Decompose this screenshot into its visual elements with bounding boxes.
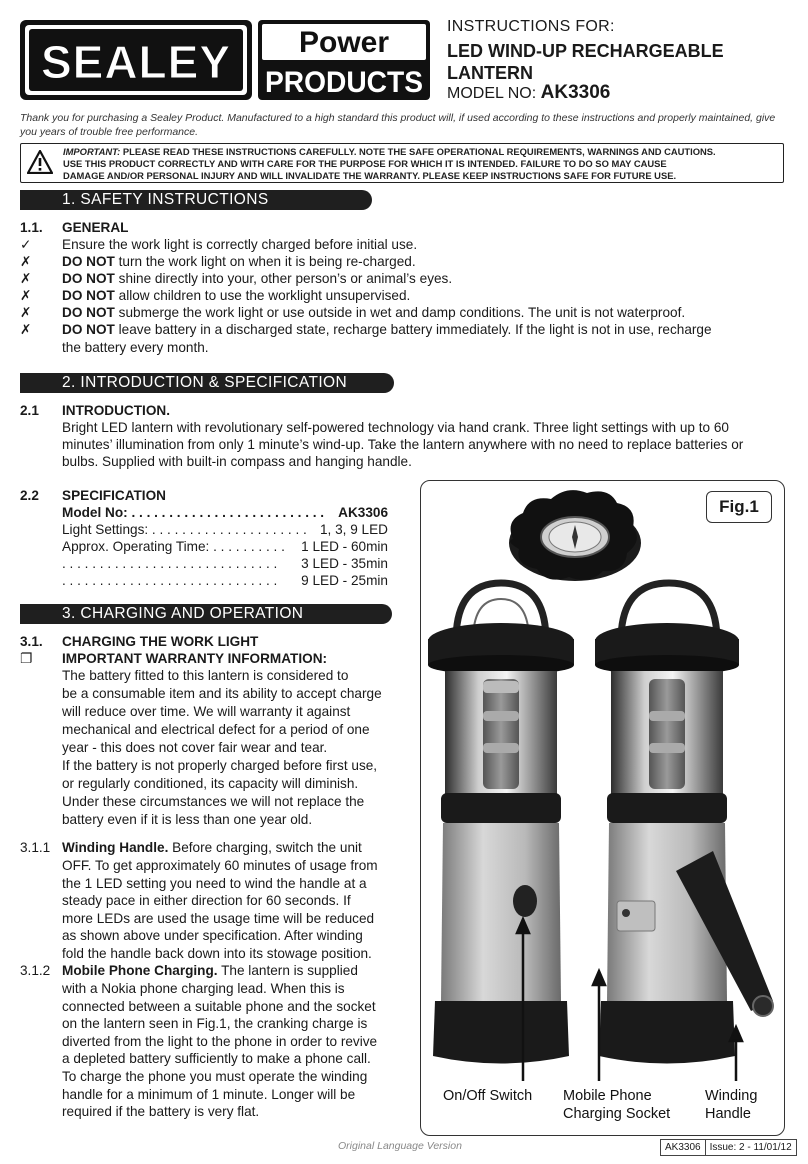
safety-item-mark: ✗ [20, 288, 32, 303]
safety-item-do-not: DO NOT [62, 271, 115, 286]
warning-line3: DAMAGE AND/OR PERSONAL INJURY AND WILL INVALIDATE THE WARRANTY. PLEASE KEEP INSTRUCTIONS SAFE FOR FUTURE USE. [63, 170, 677, 181]
safety-item-text: shine directly into your, other person’s or animal’s eyes. [114, 271, 453, 286]
figure-1-label: Fig.1 [706, 491, 772, 523]
para-3-1-1-number: 3.1.1 [20, 840, 51, 855]
spec-value: AK3306 [338, 505, 388, 520]
product-title-line1: LED WIND-UP RECHARGEABLE [447, 41, 724, 61]
sealey-logo-text: SEALEY [40, 36, 232, 88]
model-prefix: MODEL NO: [447, 85, 537, 102]
lantern-illustration [421, 481, 782, 1133]
safety-item-mark: ✓ [20, 237, 32, 252]
sealey-logo [20, 20, 252, 100]
safety-item-text: turn the work light on when it is being re-charged. [114, 254, 416, 269]
charging-socket [622, 909, 630, 917]
safety-item-do-not: DO NOT [62, 305, 115, 320]
lantern-side [595, 583, 773, 1064]
spec-row [62, 521, 388, 538]
warning-box [20, 143, 784, 183]
para-3-1-2-line: required if the battery is very flat. [62, 1104, 260, 1120]
para-3-1-1-first-line [62, 839, 362, 856]
safety-item-continuation: the battery every month. [62, 340, 209, 355]
para-3-1-1-line: the 1 LED setting you need to wind the handle at a [62, 875, 367, 891]
section-1-title: 1. SAFETY INSTRUCTIONS [62, 191, 269, 208]
para-3-1-2-title: Mobile Phone Charging. [62, 963, 218, 978]
warranty-line: be a consumable item and its ability to accept charge [62, 686, 382, 701]
subsection-3-1-number: 3.1. [20, 634, 43, 649]
safety-item-mark: ✗ [20, 305, 32, 320]
subsection-3-1-title: CHARGING THE WORK LIGHT [62, 634, 259, 649]
spec-title: SPECIFICATION [62, 488, 166, 503]
product-title [447, 40, 797, 84]
para-3-1-1-line: steady pace in either direction for 60 seconds. If [62, 893, 351, 909]
callout-mobile-phone: Mobile Phone [563, 1088, 652, 1104]
spec-label: . . . . . . . . . . . . . . . . . . . . . . . . . . . . . [62, 556, 278, 571]
para-3-1-2-line: with a Nokia phone charging lead. When this is [62, 981, 345, 996]
safety-item-mark: ✗ [20, 254, 32, 269]
instructions-for-label: INSTRUCTIONS FOR: [447, 18, 615, 35]
on-off-switch-button [513, 885, 537, 917]
spec-value: 1 LED - 60min [301, 539, 388, 554]
warning-line1: PLEASE READ THESE INSTRUCTIONS CAREFULLY. NOTE THE SAFE OPERATIONAL REQUIREMENTS, WARNINGS AND CAUTIONS. [122, 146, 716, 157]
subsection-1-1-title: GENERAL [62, 220, 129, 235]
callout-on-off-switch: On/Off Switch [443, 1088, 533, 1104]
para-3-1-2-number: 3.1.2 [20, 963, 51, 978]
warranty-line: The battery fitted to this lantern is considered to [62, 668, 349, 683]
product-title-line2: LANTERN [447, 63, 533, 83]
intro-line: Bright LED lantern with revolutionary self-powered technology via hand crank. Three light settings with up to 60 [62, 420, 729, 435]
para-3-1-1-title: Winding Handle. [62, 840, 169, 855]
para-3-1-2-line: on the lantern seen in Fig.1, the cranking charge is [62, 1016, 368, 1032]
para-3-1-1-first-text: Before charging, switch the unit [168, 840, 362, 855]
spec-label: Light Settings: . . . . . . . . . . . . . . . . . . . . . [62, 522, 307, 537]
warranty-line: mechanical and electrical defect for a period of one [62, 722, 370, 737]
para-3-1-2-first-text: The lantern is supplied [217, 963, 358, 978]
safety-item-text: submerge the work light or use outside in wet and damp conditions. The unit is not waterproof. [114, 305, 686, 320]
power-products-logo [258, 20, 430, 100]
safety-item-text: leave battery in a discharged state, recharge battery immediately. If the light is not in use, recharge [114, 322, 712, 337]
spec-value: 3 LED - 35min [301, 556, 388, 571]
para-3-1-1-line: OFF. To get approximately 60 minutes of usage from [62, 858, 378, 873]
safety-item [62, 236, 782, 253]
section-3-title: 3. CHARGING AND OPERATION [62, 605, 304, 622]
spec-number: 2.2 [20, 488, 39, 503]
model-line [447, 82, 610, 104]
safety-item [62, 287, 782, 304]
spec-label: Model No: . . . . . . . . . . . . . . . . . . . . . . . . . . [62, 505, 325, 520]
warranty-line: year - this does not cover fair wear and tear. [62, 740, 328, 755]
safety-item [62, 270, 782, 287]
warning-line2: USE THIS PRODUCT CORRECTLY AND WITH CARE FOR THE PURPOSE FOR WHICH IT IS INTENDED. FAILURE TO DO SO MAY CAUSE [63, 158, 667, 169]
checkbox-icon: ❐ [20, 651, 33, 666]
intro-line: bulbs. Supplied with built-in compass and hanging handle. [62, 454, 412, 469]
para-3-1-2-line: connected between a suitable phone and the socket [62, 998, 376, 1014]
para-3-1-1-line: more LEDs are used the usage time will be reduced [62, 910, 375, 926]
safety-item [62, 304, 782, 321]
para-3-1-2-line: a depleted battery sufficiently to make a phone call. [62, 1051, 371, 1067]
callout-handle: Handle [705, 1106, 751, 1122]
section-2-header [20, 373, 394, 393]
intro-line: minutes’ illumination from only 1 minute’s wind-up. Take the lantern anywhere with no need to replace batteries or [62, 437, 744, 452]
warranty-title: IMPORTANT WARRANTY INFORMATION: [62, 651, 328, 666]
warning-text [63, 146, 777, 182]
warranty-line: will reduce over time. We will warranty it against [62, 704, 351, 719]
para-3-1-1-line: as shown above under specification. After winding [62, 928, 363, 944]
footer-issue: Issue: 2 - 11/01/12 [705, 1140, 796, 1155]
intro-number: 2.1 [20, 403, 39, 418]
spec-row [62, 538, 388, 555]
spec-label: . . . . . . . . . . . . . . . . . . . . . . . . . . . . . [62, 573, 278, 588]
intro-title: INTRODUCTION. [62, 403, 170, 418]
section-3-header [20, 604, 392, 624]
warning-triangle-icon [27, 150, 53, 174]
footer-model: AK3306 [665, 1142, 701, 1153]
safety-item-do-not: DO NOT [62, 322, 115, 337]
subsection-1-1-number: 1.1. [20, 220, 43, 235]
safety-item-do-not: DO NOT [62, 254, 115, 269]
power-logo-text: Power [298, 26, 390, 59]
warranty-line: or regularly conditioned, its capacity will diminish. [62, 776, 359, 791]
para-3-1-2-line: To charge the phone you must operate the winding [62, 1069, 368, 1084]
spec-row [62, 555, 388, 572]
para-3-1-2-line: handle for a minimum of 1 minute. Longer will be [62, 1086, 356, 1102]
spec-value: 1, 3, 9 LED [319, 522, 388, 537]
footer-issue-box [660, 1139, 797, 1156]
callout-charging-socket: Charging Socket [563, 1106, 671, 1122]
lantern-front [428, 583, 574, 1064]
compass-lid [509, 490, 641, 581]
section-2-title: 2. INTRODUCTION & SPECIFICATION [62, 374, 348, 391]
warranty-line: If the battery is not properly charged before first use, [62, 758, 378, 773]
para-3-1-2-line: diverted from the light to the phone in order to revive [62, 1033, 378, 1049]
original-language-note: Original Language Version [338, 1140, 462, 1152]
spec-label: Approx. Operating Time: . . . . . . . . . . [62, 539, 285, 554]
spec-value: 9 LED - 25min [301, 573, 388, 588]
safety-item-mark: ✗ [20, 322, 32, 337]
important-label: IMPORTANT: [63, 146, 121, 157]
spec-row [62, 572, 388, 589]
model-number: AK3306 [540, 82, 611, 103]
warranty-line: Under these circumstances we will not replace the [62, 794, 365, 809]
safety-item [62, 321, 782, 338]
safety-item-text: Ensure the work light is correctly charged before initial use. [62, 237, 418, 252]
para-3-1-1-line: fold the handle back down into its stowage position. [62, 946, 372, 961]
safety-item-mark: ✗ [20, 271, 32, 286]
safety-item [62, 253, 782, 270]
products-logo-text: PRODUCTS [265, 66, 423, 99]
safety-item-text: allow children to use the worklight unsupervised. [114, 288, 411, 303]
warranty-line: battery even if it is less than one year old. [62, 812, 313, 827]
callout-winding: Winding [705, 1088, 758, 1104]
section-1-header [20, 190, 372, 210]
spec-row [62, 504, 388, 521]
safety-item-do-not: DO NOT [62, 288, 115, 303]
thank-you-note: Thank you for purchasing a Sealey Product. Manufactured to a high standard this product will, if used according to these instructions and properly maintained, give you years of trouble free performance. [20, 112, 776, 138]
para-3-1-2-first-line [62, 962, 358, 979]
